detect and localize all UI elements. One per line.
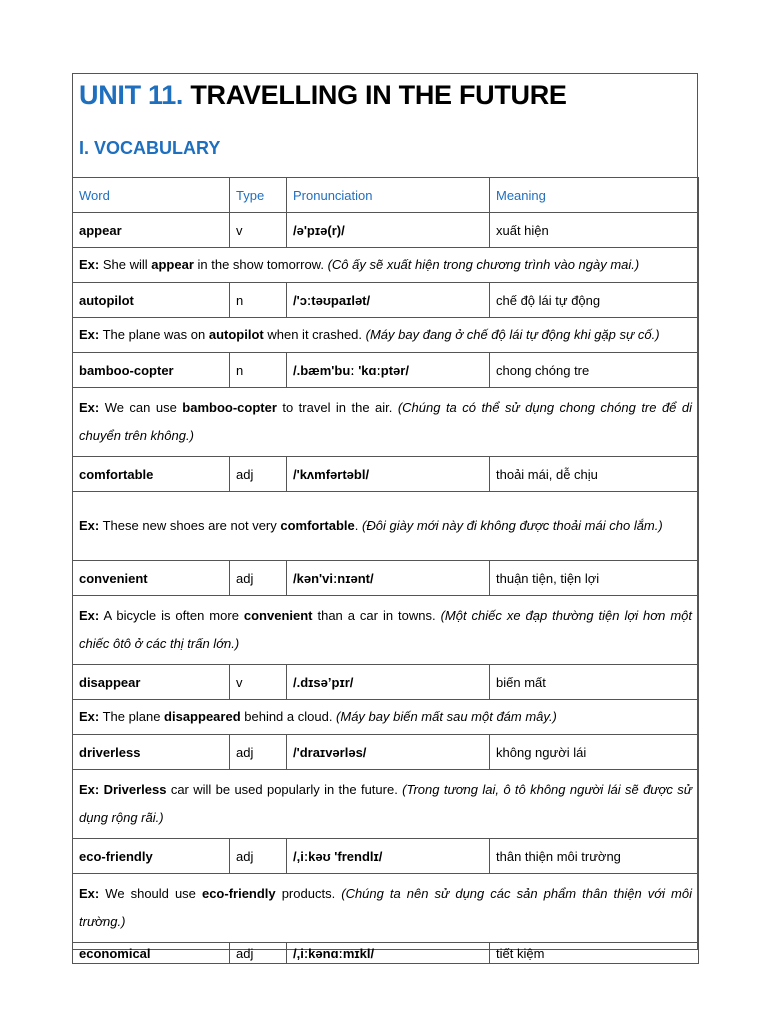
type-cell: adj (230, 561, 287, 596)
example-label: Ex: (79, 518, 100, 533)
example-label: Ex: (79, 608, 100, 623)
example-keyword: convenient (243, 608, 313, 623)
example-text: We can use (99, 400, 183, 415)
example-text: to travel in the air. (276, 400, 398, 415)
example-label: Ex: (79, 257, 100, 272)
example-translation: (Một chiếc xe đạp thường tiện lợi hơn một chiếc ôtô ở các thị trấn lớn.) (79, 608, 692, 651)
pronunciation-cell: /'draɪvərləs/ (287, 735, 490, 770)
table-row (73, 283, 699, 318)
example-text: The plane (99, 709, 165, 724)
example-translation: (Đôi giày mới này đi không được thoải mái cho lắm.) (362, 518, 663, 533)
table-row (73, 665, 699, 700)
unit-name: TRAVELLING IN THE FUTURE (190, 80, 567, 110)
word-cell: driverless (73, 735, 230, 770)
table-row (73, 839, 699, 874)
example-translation: (Chúng ta nên sử dụng các sản phẩm thân thiện với môi trường.) (79, 886, 692, 929)
header-meaning: Meaning (490, 178, 699, 213)
table-row (73, 353, 699, 388)
example-text: than a car in towns. (312, 608, 441, 623)
example-translation: (Máy bay đang ở chế độ lái tự động khi gặp sự cố.) (365, 327, 660, 342)
example-text: These new shoes are not very (99, 518, 281, 533)
example-translation: (Cô ấy sẽ xuất hiện trong chương trình vào ngày mai.) (327, 257, 640, 272)
example-cell (73, 248, 699, 283)
word-cell: bamboo-copter (73, 353, 230, 388)
type-cell: v (230, 665, 287, 700)
type-cell: adj (230, 943, 287, 964)
type-cell: n (230, 353, 287, 388)
example-keyword: comfortable (280, 518, 355, 533)
meaning-cell: thoải mái, dễ chịu (490, 457, 699, 492)
pronunciation-cell: /.dɪsə’pɪr/ (287, 665, 490, 700)
unit-number: UNIT 11. (79, 80, 184, 110)
example-translation: (Chúng ta có thể sử dụng chong chóng tre để di chuyển trên không.) (79, 400, 692, 443)
pronunciation-cell: /'ɔːtəʊpaɪlət/ (287, 283, 490, 318)
example-row (73, 770, 699, 839)
example-row (73, 492, 699, 561)
pronunciation-cell: /ə'pɪə(r)/ (287, 213, 490, 248)
word-cell: convenient (73, 561, 230, 596)
example-keyword: disappeared (164, 709, 241, 724)
unit-title (79, 80, 567, 111)
example-label: Ex: (79, 400, 100, 415)
meaning-cell: thân thiện môi trường (490, 839, 699, 874)
example-cell (73, 700, 699, 735)
example-text: in the show tomorrow. (193, 257, 328, 272)
vocabulary-table (72, 177, 699, 964)
word-cell: comfortable (73, 457, 230, 492)
word-cell: autopilot (73, 283, 230, 318)
meaning-cell: chong chóng tre (490, 353, 699, 388)
word-cell: eco-friendly (73, 839, 230, 874)
example-text: The plane was on (99, 327, 209, 342)
example-label: Ex: (79, 709, 100, 724)
meaning-cell: thuận tiện, tiện lợi (490, 561, 699, 596)
example-cell (73, 388, 699, 457)
pronunciation-cell: /'kʌmfərtəbl/ (287, 457, 490, 492)
example-row (73, 596, 699, 665)
word-cell: economical (73, 943, 230, 964)
meaning-cell: không người lái (490, 735, 699, 770)
example-translation: (Trong tương lai, ô tô không người lái sẽ được sử dụng rộng rãi.) (79, 782, 692, 825)
section-title: I. VOCABULARY (79, 138, 221, 158)
meaning-cell: xuất hiện (490, 213, 699, 248)
table-row (73, 457, 699, 492)
word-cell: disappear (73, 665, 230, 700)
example-label: Ex: (79, 327, 100, 342)
table-row (73, 943, 699, 964)
type-cell: n (230, 283, 287, 318)
table-header-row (73, 178, 699, 213)
example-cell (73, 492, 699, 561)
example-text: A bicycle is often more (99, 608, 244, 623)
example-keyword: appear (151, 257, 194, 272)
example-cell (73, 318, 699, 353)
type-cell: adj (230, 735, 287, 770)
type-cell: adj (230, 457, 287, 492)
type-cell: v (230, 213, 287, 248)
meaning-cell: chế độ lái tự động (490, 283, 699, 318)
example-keyword: bamboo-copter (182, 400, 277, 415)
example-text: car will be used popularly in the future. (166, 782, 403, 797)
example-cell (73, 596, 699, 665)
pronunciation-cell: /.bæm'buː 'kɑːptər/ (287, 353, 490, 388)
pronunciation-cell: /,iːkənɑːmɪkl/ (287, 943, 490, 964)
table-row (73, 213, 699, 248)
pronunciation-cell: /,iːkəʊ 'frendlɪ/ (287, 839, 490, 874)
meaning-cell: tiết kiệm (490, 943, 699, 964)
example-row (73, 700, 699, 735)
word-cell: appear (73, 213, 230, 248)
example-text: products. (275, 886, 342, 901)
example-keyword: Driverless (103, 782, 167, 797)
example-row (73, 874, 699, 943)
meaning-cell: biến mất (490, 665, 699, 700)
example-label: Ex: (79, 782, 100, 797)
example-row (73, 248, 699, 283)
table-row (73, 735, 699, 770)
example-text: . (354, 518, 363, 533)
example-text: We should use (99, 886, 202, 901)
example-cell (73, 874, 699, 943)
example-text: behind a cloud. (240, 709, 337, 724)
pronunciation-cell: /kən'viːnɪənt/ (287, 561, 490, 596)
type-cell: adj (230, 839, 287, 874)
example-keyword: autopilot (208, 327, 264, 342)
example-label: Ex: (79, 886, 100, 901)
page-frame (72, 73, 698, 961)
example-text: She will (99, 257, 152, 272)
example-cell (73, 770, 699, 839)
header-type: Type (230, 178, 287, 213)
example-translation: (Máy bay biến mất sau một đám mây.) (336, 709, 557, 724)
table-row (73, 561, 699, 596)
example-text: when it crashed. (263, 327, 366, 342)
example-row (73, 318, 699, 353)
header-pronunciation: Pronunciation (287, 178, 490, 213)
example-keyword: eco-friendly (201, 886, 276, 901)
example-row (73, 388, 699, 457)
header-word: Word (73, 178, 230, 213)
